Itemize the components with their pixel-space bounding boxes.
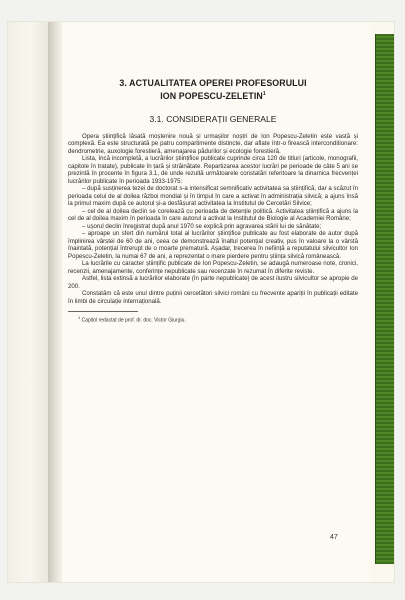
- section-title: 3.1. CONSIDERAȚII GENERALE: [149, 113, 277, 124]
- paragraph-6: – aproape un sfert din numărul total al lucrărilor științifice publicate au fost elaborate de autor după împlinirea vârstei de 60 de ani, ceea ce demonstrează înaltul potențial creativ, pus în valoare la o vârstă înaintată, potențial întrerupt de o moarte prematură. Așadar, trecerea în neființă a reputatului silvicultor Ion Popescu-Zeletin, la numai 67 de ani, a reprezentat o mare pierdere pentru știința silvică românească.: [68, 230, 358, 260]
- footnote-text: Capitol redactat de prof. dr. doc. Victor Giurgiu.: [81, 318, 186, 325]
- paragraph-7: La lucrările cu caracter științific publicate de Ion Popescu-Zeletin, se adaugă numeroase note, cronici, recenzii, amenajamente, conferințe nepublicate sau recenzate în rezumat în diferite reviste.: [68, 260, 358, 275]
- footnote-marker: 1: [78, 315, 81, 321]
- chapter-title: [68, 78, 358, 102]
- paragraph-8: Astfel, lista extinsă a lucrărilor elaborate (în parte nepublicate) de acest ilustru silvicultor se apropie de 200.: [68, 275, 358, 290]
- page-content: [68, 78, 358, 325]
- paragraph-5: – ușorul declin înregistrat după anul 1970 se explică prin agravarea stării lui de sănătate;: [82, 222, 322, 230]
- paragraph-1: Opera științifică lăsată moștenire nouă și urmașilor noștri de Ion Popescu-Zeletin este vastă și complexă. Ea este structurată pe patru compartimente distincte, dar aflate într-o firească interconditionare: dendrometrie, auxologie forestieră, amenajarea pădurilor și ecologie forestieră.: [68, 132, 358, 155]
- footnote: [78, 314, 358, 325]
- page-number: 47: [330, 534, 338, 541]
- chapter-title-line2: [68, 89, 358, 102]
- chapter-title-footnote-marker: 1: [262, 91, 266, 97]
- paragraph-9: Constatăm că este unul dintre puținii cercetători silvici români cu frecvente apariții în publicații editate în limbi de circulație internațională.: [68, 290, 358, 305]
- paragraph-2: Lista, încă incompletă, a lucrărilor științifice publicate cuprinde circa 120 de titluri (articole, monografii, capitole în tratate), publicate în țară și străinătate. Repartizarea acestor lucrări pe perioade de câte 5 ani se prezintă în procente în figura 3.1, de unde rezultă următoarele constatări referitoare la dinamica frecvenței lucrărilor publicate în perioada 1933-1975:: [68, 155, 358, 185]
- paragraph-3: – după susținerea tezei de doctorat s-a intensificat semnificativ activitatea sa științifică, dar a scăzut în perioada celui de al doilea război mondial și în timpul în care a activat în administrația silvică; a ajuns însă la primul maxim după ce autorul și-a desfășurat activitatea la Institutul de Cercetări Silvice;: [68, 185, 358, 208]
- green-cover-edge: [375, 34, 394, 564]
- left-page: [8, 22, 52, 582]
- chapter-title-line2-text: ION POPESCU-ZELETIN: [160, 90, 263, 101]
- chapter-title-line1: 3. ACTUALITATEA OPEREI PROFESORULUI: [119, 78, 307, 88]
- paragraph-4: – cel de al doilea declin se corelează cu perioada de detenție politică. Activitatea științifică a ajuns la cel de al doilea maxim în perioada în care autorul a activat la Institutul de Biologie al Academiei Române;: [68, 207, 358, 223]
- footnote-divider: [68, 311, 138, 312]
- book-gutter: [48, 22, 62, 582]
- book: [8, 22, 394, 582]
